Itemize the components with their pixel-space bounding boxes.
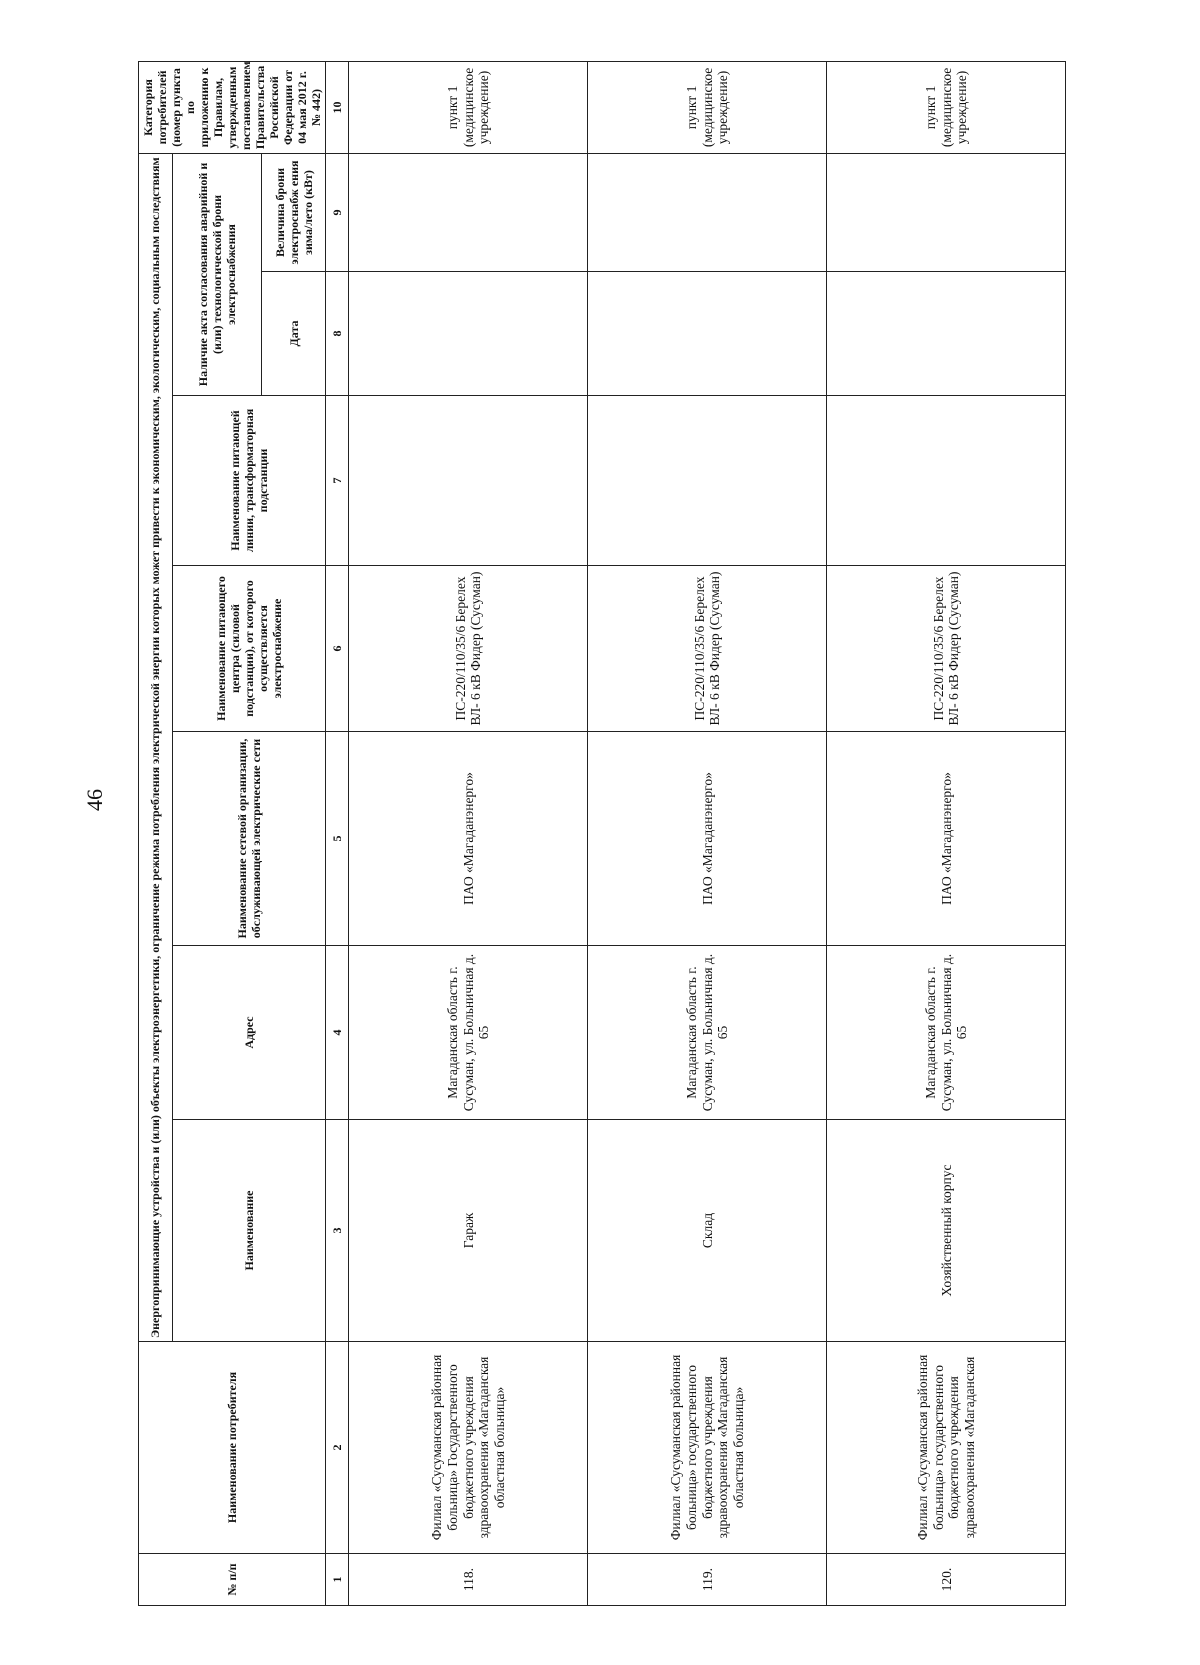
header-consumer: Наименование потребителя (139, 1342, 326, 1554)
network-org-cell: ПАО «Магаданэнерго» (588, 732, 827, 946)
category-cell: пункт 1 (медицинское учреждение) (827, 61, 1066, 153)
column-number: 8 (326, 272, 349, 396)
column-number: 9 (326, 153, 349, 271)
column-number: 2 (326, 1342, 349, 1554)
column-number: 10 (326, 61, 349, 153)
header-address: Адрес (173, 946, 326, 1120)
header-date: Дата (262, 272, 326, 396)
header-supply-line: Наименование питающей линии, трансформаторная подстанции (173, 396, 326, 566)
header-number: № п/п (139, 1554, 326, 1606)
date-cell (349, 272, 588, 396)
consumer-cell: Филиал «Сусуманская районная больница» Государственного бюджетного учреждения здравоохранения «Магаданская областная больница» (349, 1342, 588, 1554)
object-name-cell: Хозяйственный корпус (827, 1120, 1066, 1342)
header-group-main: Энергопринимающие устройства и (или) объекты электроэнергетики, ограничение режима потребления электрической энергии которых может привести к экономическим, экологическим, социальным последствиям (139, 153, 173, 1341)
column-numbers-row (326, 61, 349, 1605)
consumers-table (138, 61, 1066, 1606)
header-supply-center: Наименование питающего центра (силовой подстанции), от которого осуществляется электроснабжение (173, 566, 326, 732)
supply-center-cell: ПС-220/110/35/6 Берелех ВЛ- 6 кВ Фидер (Сусуман) (349, 566, 588, 732)
supply-line-cell (588, 396, 827, 566)
row-number: 119. (588, 1554, 827, 1606)
reserve-cell (588, 153, 827, 271)
row-number: 118. (349, 1554, 588, 1606)
column-number: 7 (326, 396, 349, 566)
header-group-act: Наличие акта согласования аварийной и (или) технологической брони электроснабжения (173, 153, 262, 395)
column-number: 3 (326, 1120, 349, 1342)
column-number: 1 (326, 1554, 349, 1606)
supply-center-cell: ПС-220/110/35/6 Берелех ВЛ- 6 кВ Фидер (Сусуман) (827, 566, 1066, 732)
table-row (827, 61, 1066, 1605)
rotated-table-sheet (138, 62, 1048, 1606)
header-category: Категория потребителей (номер пункта по приложению к Правилам, утвержденным постановлением Правительства Российской Федерации от 04 мая 2012 г. № 442) (139, 61, 326, 153)
category-cell: пункт 1 (медицинское учреждение) (349, 61, 588, 153)
consumer-cell: Филиал «Сусуманская районная больница» государственного бюджетного учреждения здравоохранения «Магаданская (827, 1342, 1066, 1554)
address-cell: Магаданская область г. Сусуман, ул. Больничная д. 65 (349, 946, 588, 1120)
column-number: 5 (326, 732, 349, 946)
reserve-cell (827, 153, 1066, 271)
date-cell (827, 272, 1066, 396)
reserve-cell (349, 153, 588, 271)
object-name-cell: Гараж (349, 1120, 588, 1342)
header-name: Наименование (173, 1120, 326, 1342)
supply-center-cell: ПС-220/110/35/6 Берелех ВЛ- 6 кВ Фидер (Сусуман) (588, 566, 827, 732)
network-org-cell: ПАО «Магаданэнерго» (349, 732, 588, 946)
consumer-cell: Филиал «Сусуманская районная больница» государственного бюджетного учреждения здравоохранения «Магаданская областная больница» (588, 1342, 827, 1554)
column-number: 6 (326, 566, 349, 732)
page-number: 46 (82, 789, 107, 811)
supply-line-cell (349, 396, 588, 566)
row-number: 120. (827, 1554, 1066, 1606)
column-number: 4 (326, 946, 349, 1120)
address-cell: Магаданская область г. Сусуман, ул. Больничная д. 65 (588, 946, 827, 1120)
table-row (588, 61, 827, 1605)
object-name-cell: Склад (588, 1120, 827, 1342)
category-cell: пункт 1 (медицинское учреждение) (588, 61, 827, 153)
network-org-cell: ПАО «Магаданэнерго» (827, 732, 1066, 946)
header-network-org: Наименование сетевой организации, обслуживающей электрические сети (173, 732, 326, 946)
date-cell (588, 272, 827, 396)
table-row (349, 61, 588, 1605)
supply-line-cell (827, 396, 1066, 566)
header-reserve: Величина брони электроснабж ения зима/лето (кВт) (262, 153, 326, 271)
address-cell: Магаданская область г. Сусуман, ул. Больничная д. 65 (827, 946, 1066, 1120)
